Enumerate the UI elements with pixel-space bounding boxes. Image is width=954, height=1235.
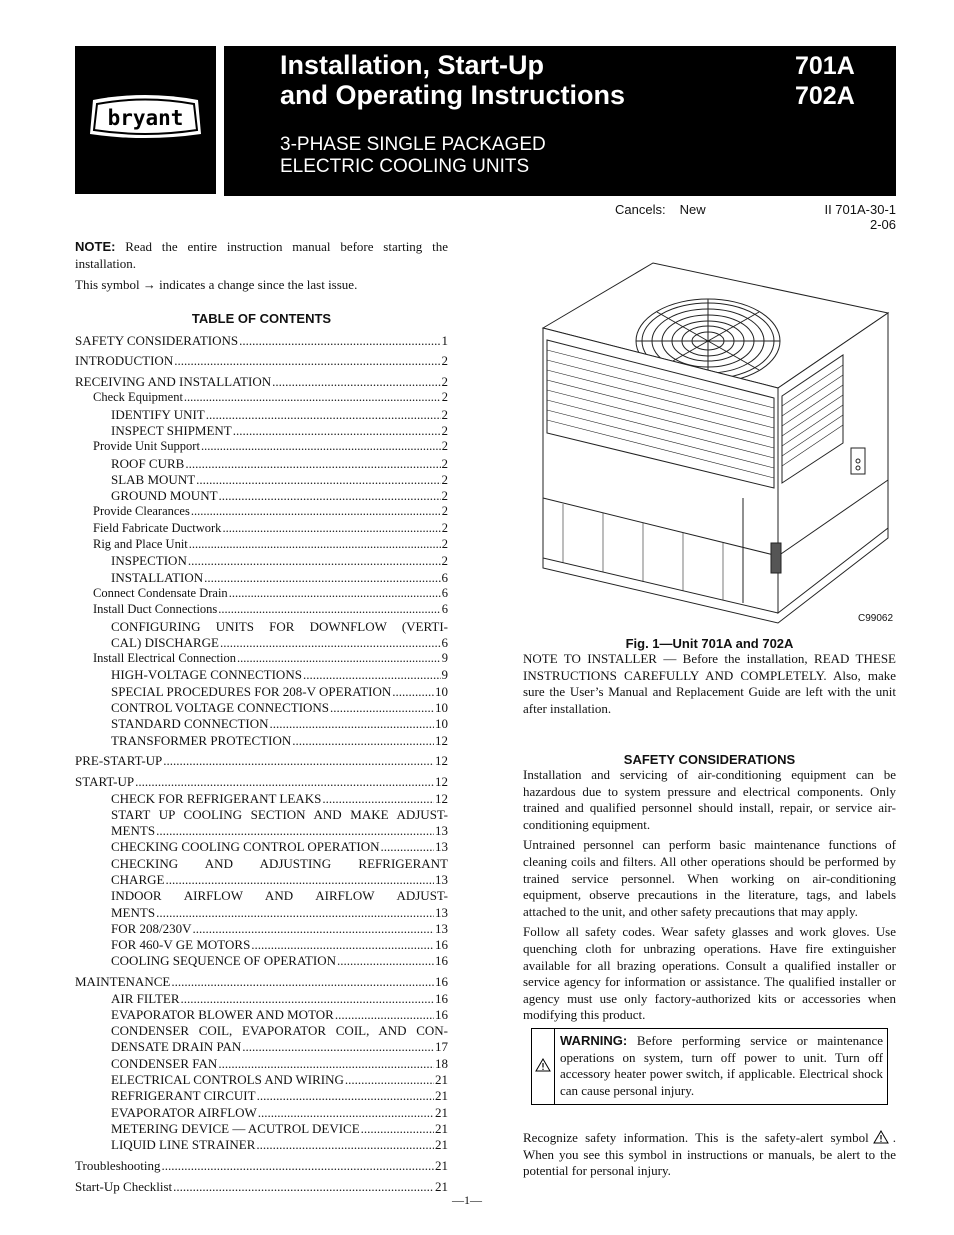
toc-entry <box>75 683 448 699</box>
toc-entry <box>75 838 448 854</box>
toc-entry-page: 6 <box>441 602 448 617</box>
cancels-label: Cancels: <box>615 202 666 217</box>
subtitle-line-2: ELECTRIC COOLING UNITS <box>280 156 530 177</box>
toc-entry-label: METERING DEVICE — ACUTROL DEVICE <box>111 1120 360 1136</box>
toc-entry <box>75 887 448 903</box>
toc-entry-page: 10 <box>435 700 448 716</box>
toc-leader-dots <box>322 790 434 806</box>
toc-entry-page: 21 <box>435 1120 448 1136</box>
toc-leader-dots <box>229 585 441 601</box>
toc-entry <box>75 952 448 968</box>
toc-entry-page: 6 <box>441 585 448 600</box>
toc-title: TABLE OF CONTENTS <box>191 311 332 326</box>
toc-entry-label: Rig and Place Unit <box>93 537 188 552</box>
toc-leader-dots <box>188 552 441 568</box>
toc-entry <box>75 1006 448 1022</box>
toc-entry-page: 16 <box>435 990 448 1006</box>
toc-entry-page: 2 <box>441 439 448 454</box>
toc-entry-page: 16 <box>435 1006 448 1022</box>
safety-title: SAFETY CONSIDERATIONS <box>623 752 796 767</box>
toc-entry-label: CHECKING AND ADJUSTING REFRIGERANT <box>111 855 448 871</box>
toc-entry-label: STANDARD CONNECTION <box>111 716 269 732</box>
toc-entry-label: Provide Clearances <box>93 504 190 519</box>
toc-entry <box>75 1136 448 1152</box>
toc-leader-dots <box>196 471 440 487</box>
toc-entry <box>75 773 448 789</box>
toc-entry-page: 16 <box>435 974 448 990</box>
toc-entry-page: 6 <box>441 634 448 650</box>
toc-entry-page: 12 <box>435 790 448 806</box>
toc-leader-dots <box>201 438 441 454</box>
doc-date: 2-06 <box>869 217 896 232</box>
recognize-safety <box>523 1130 896 1184</box>
toc-entry-label: INSTALLATION <box>111 569 204 585</box>
toc-entry-label: Install Electrical Connection <box>93 651 237 666</box>
toc-entry-label: CHECKING COOLING CONTROL OPERATION <box>111 839 380 855</box>
toc-leader-dots <box>193 920 434 936</box>
toc-entry-label: INDOOR AIRFLOW AND AIRFLOW ADJUST- <box>111 888 448 904</box>
document-subtitle <box>280 134 740 178</box>
toc-entry <box>75 1104 448 1120</box>
toc-leader-dots <box>272 373 440 389</box>
toc-leader-dots <box>237 650 441 666</box>
toc-entry-label: AIR FILTER <box>111 990 180 1006</box>
toc-entry-page: 13 <box>435 872 448 887</box>
toc-entry-page: 13 <box>435 823 448 839</box>
toc-entry <box>75 973 448 989</box>
toc-entry <box>75 1157 448 1173</box>
toc-entry-page: 12 <box>435 732 448 748</box>
toc-leader-dots <box>156 822 434 838</box>
safety-paragraph-1: Installation and servicing of air-conditioning equipment can be hazardous due to system pressure and electrical components. Only trained and qualified personnel should install, repair, or service air-conditioning equipment. <box>523 767 896 832</box>
toc-entry <box>75 552 448 568</box>
warning-triangle-icon <box>535 1058 551 1072</box>
toc-entry <box>75 601 448 617</box>
title-block <box>224 46 747 196</box>
toc-leader-dots <box>165 871 434 887</box>
toc-entry-page: 2 <box>441 406 448 422</box>
toc-entry <box>75 699 448 715</box>
toc-leader-dots <box>219 487 441 503</box>
toc-entry-label: ROOF CURB <box>111 455 185 471</box>
toc-entry-label: PRE-START-UP <box>75 753 163 769</box>
toc-entry-label: DENSATE DRAIN PAN <box>111 1039 242 1055</box>
toc-entry <box>75 990 448 1006</box>
toc-entry-label: START-UP <box>75 774 135 790</box>
toc-entry-page: 2 <box>441 504 448 519</box>
unit-illustration <box>523 258 896 628</box>
toc-entry-page: 21 <box>435 1178 448 1194</box>
toc-entry-page: 2 <box>441 455 448 471</box>
toc-entry-page: 2 <box>441 471 448 487</box>
toc-entry <box>75 422 448 438</box>
toc-entry <box>75 406 448 422</box>
toc-entry <box>75 332 448 348</box>
toc-leader-dots <box>392 683 434 699</box>
document-title <box>280 50 740 110</box>
toc-entry-label: COOLING SEQUENCE OF OPERATION <box>111 953 336 969</box>
toc-entry <box>75 389 448 405</box>
toc-leader-dots <box>161 1157 434 1173</box>
page-number: —1— <box>452 1193 482 1207</box>
cancels-value: New <box>679 202 706 217</box>
toc-entry-page: 13 <box>435 904 448 920</box>
toc-entry <box>75 1022 448 1038</box>
toc-entry <box>75 1038 448 1054</box>
toc-entry-page: 10 <box>435 683 448 699</box>
toc-entry-label: MENTS <box>111 904 156 920</box>
toc-leader-dots <box>330 699 434 715</box>
toc-entry-page: 2 <box>441 422 448 438</box>
toc-entry-label: INSPECT SHIPMENT <box>111 422 232 438</box>
toc-leader-dots <box>163 752 434 768</box>
installer-note-text: NOTE TO INSTALLER — Before the installation, READ THESE INSTRUCTIONS CAREFULLY AND COMPLETELY. Also, make sure the User’s Manual and Replacement Guide are left with the unit after installation. <box>523 651 896 716</box>
toc-leader-dots <box>173 1178 434 1194</box>
safety-paragraph-3: Follow all safety codes. Wear safety glasses and work gloves. Use quenching cloth for unbrazing operations. Have fire extinguisher available for all brazing operations. Consult a qualified installer or service agency for information or assistance. The qualified installer or agency must use only factory-authorized kits or accessories when modifying this product. <box>523 924 896 1023</box>
toc-entry-label: CONDENSER FAN <box>111 1055 218 1071</box>
toc-entry-label: CONFIGURING UNITS FOR DOWNFLOW (VERTI- <box>111 618 448 634</box>
warning-icon-cell <box>532 1029 555 1104</box>
toc-entry-page: 2 <box>441 520 448 535</box>
toc-entry <box>75 904 448 920</box>
toc-leader-dots <box>181 990 435 1006</box>
toc-entry <box>75 752 448 768</box>
toc-entry-page: 2 <box>441 553 448 569</box>
rating-label <box>771 543 781 573</box>
toc-entry-label: INTRODUCTION <box>75 353 174 369</box>
toc-entry-page: 6 <box>441 569 448 585</box>
toc-entry <box>75 438 448 454</box>
recognize-text <box>523 1130 896 1180</box>
note-text: Read the entire instruction manual before starting the installation. <box>75 239 448 271</box>
safety-body <box>523 767 896 1028</box>
toc-leader-dots <box>239 332 440 348</box>
toc-leader-dots <box>218 601 440 617</box>
title-line-1: Installation, Start-Up <box>280 50 545 80</box>
toc-entry-page: 17 <box>435 1039 448 1055</box>
toc-leader-dots <box>257 1087 434 1103</box>
toc-entry-label: CHARGE <box>111 872 165 887</box>
toc-entry-page: 2 <box>441 374 448 390</box>
toc-entry <box>75 715 448 731</box>
toc-entry <box>75 666 448 682</box>
toc-leader-dots <box>258 1104 434 1120</box>
warning-message: Before performing service or maintenance operations on system, turn off power to unit. Turn off accessory heater power switch, if applicable. Electrical shock can cause personal injury. <box>560 1033 883 1098</box>
toc-entry-label: Troubleshooting <box>75 1158 161 1174</box>
toc-entry-page: 9 <box>441 651 448 666</box>
installer-note <box>523 651 896 721</box>
toc-leader-dots <box>184 389 441 405</box>
toc-entry-label: TRANSFORMER PROTECTION <box>111 732 292 748</box>
toc-entry-label: ELECTRICAL CONTROLS AND WIRING <box>111 1072 344 1088</box>
document-number <box>824 202 896 232</box>
toc-entry <box>75 1071 448 1087</box>
toc-entry <box>75 520 448 536</box>
toc-leader-dots <box>174 352 440 368</box>
toc-entry-page: 12 <box>435 774 448 790</box>
toc-entry <box>75 806 448 822</box>
warning-box <box>531 1028 888 1105</box>
toc-leader-dots <box>218 1055 434 1071</box>
toc-entry <box>75 634 448 650</box>
toc-leader-dots <box>233 422 441 438</box>
doc-number: II 701A-30-1 <box>824 202 896 217</box>
logo-text: bryant <box>107 106 184 130</box>
toc-entry-page: 1 <box>441 332 448 348</box>
title-line-2: and Operating Instructions <box>280 80 626 110</box>
model-2: 702A <box>795 82 855 110</box>
toc-entry-page: 13 <box>435 920 448 936</box>
toc-entry-page: 16 <box>435 953 448 969</box>
warning-label: WARNING: <box>560 1033 628 1048</box>
toc-leader-dots <box>220 634 441 650</box>
toc-entry <box>75 618 448 634</box>
toc-leader-dots <box>204 569 440 585</box>
toc-entry-label: CONTROL VOLTAGE CONNECTIONS <box>111 700 330 716</box>
safety-paragraph-2: Untrained personnel can perform basic maintenance functions of cleaning coils and filters. All other operations should be performed by trained service personnel. When working on air-conditioning equipment, observe precautions in the literature, tags, and labels attached to the unit, and other safety precautions that may apply. <box>523 837 896 919</box>
toc-leader-dots <box>345 1071 434 1087</box>
model-block <box>747 46 896 196</box>
toc-entry-label: Field Fabricate Ductwork <box>93 520 222 535</box>
change-symbol-note: This symbol → indicates a change since the last issue. <box>75 277 358 292</box>
toc-entry <box>75 536 448 552</box>
toc-leader-dots <box>135 773 434 789</box>
toc-leader-dots <box>361 1120 434 1136</box>
toc-entry-label: FOR 460-V GE MOTORS <box>111 937 251 953</box>
toc-entry <box>75 790 448 806</box>
safety-alert-icon <box>872 1130 890 1144</box>
toc-leader-dots <box>292 732 434 748</box>
toc-entry <box>75 871 448 887</box>
recognize-text-after: . When you see this symbol in instructions or manuals, be alert to the potential for personal injury. <box>523 1130 896 1179</box>
toc-leader-dots <box>335 1006 434 1022</box>
toc-entry-label: EVAPORATOR AIRFLOW <box>111 1104 257 1120</box>
toc-entry-label: SPECIAL PROCEDURES FOR 208-V OPERATION <box>111 683 392 699</box>
toc-entry-label: EVAPORATOR BLOWER AND MOTOR <box>111 1006 334 1022</box>
toc-leader-dots <box>303 666 441 682</box>
toc-entry <box>75 1087 448 1103</box>
toc-entry-label: MENTS <box>111 823 156 839</box>
toc-entry <box>75 569 448 585</box>
toc-entry-label: GROUND MOUNT <box>111 488 218 504</box>
toc-entry-page: 21 <box>435 1137 448 1153</box>
logo-block <box>75 46 216 194</box>
toc-entry-label: CONDENSER COIL, EVAPORATOR COIL, AND CON- <box>111 1023 448 1039</box>
toc-entry <box>75 585 448 601</box>
toc-entry-label: MAINTENANCE <box>75 974 171 990</box>
toc-entry-page: 21 <box>435 1158 448 1174</box>
toc-entry-page: 2 <box>441 390 448 405</box>
bryant-logo <box>83 92 208 142</box>
toc-entry <box>75 732 448 748</box>
toc-entry-label: REFRIGERANT CIRCUIT <box>111 1088 256 1104</box>
toc-entry <box>75 650 448 666</box>
toc-entry-label: SLAB MOUNT <box>111 471 196 487</box>
toc-leader-dots <box>270 715 435 731</box>
toc-entry-label: Connect Condensate Drain <box>93 585 228 600</box>
toc-entry-label: LIQUID LINE STRAINER <box>111 1137 256 1153</box>
toc-leader-dots <box>337 952 434 968</box>
toc-entry-page: 10 <box>435 716 448 732</box>
toc-leader-dots <box>256 1136 434 1152</box>
toc-entry-label: Start-Up Checklist <box>75 1178 173 1194</box>
toc-entry-label: CAL) DISCHARGE <box>111 634 219 650</box>
intro-note <box>75 238 448 272</box>
toc-entry <box>75 1055 448 1071</box>
toc-entry <box>75 822 448 838</box>
model-numbers <box>795 51 855 111</box>
toc-entry-label: CHECK FOR REFRIGERANT LEAKS <box>111 790 322 806</box>
table-of-contents <box>75 332 448 1195</box>
toc-entry-page: 12 <box>435 753 448 769</box>
toc-entry-page: 21 <box>435 1088 448 1104</box>
toc-entry <box>75 1178 448 1194</box>
toc-leader-dots <box>206 406 441 422</box>
toc-leader-dots <box>171 973 434 989</box>
model-1: 701A <box>795 52 855 80</box>
toc-leader-dots <box>222 520 440 536</box>
toc-leader-dots <box>242 1038 434 1054</box>
subtitle-line-1: 3-PHASE SINGLE PACKAGED <box>280 134 546 155</box>
toc-entry <box>75 487 448 503</box>
toc-entry-label: HIGH-VOLTAGE CONNECTIONS <box>111 667 302 683</box>
toc-entry-page: 2 <box>441 353 448 369</box>
toc-leader-dots <box>381 838 434 854</box>
toc-leader-dots <box>185 455 440 471</box>
figure-caption: Fig. 1—Unit 701A and 702A <box>625 636 794 651</box>
toc-entry <box>75 920 448 936</box>
toc-entry <box>75 352 448 368</box>
toc-leader-dots <box>156 904 434 920</box>
toc-entry-label: Install Duct Connections <box>93 602 218 617</box>
toc-entry <box>75 455 448 471</box>
toc-entry-page: 18 <box>435 1055 448 1071</box>
toc-entry-label: RECEIVING AND INSTALLATION <box>75 374 272 390</box>
toc-entry <box>75 855 448 871</box>
toc-entry-page: 16 <box>435 937 448 953</box>
toc-entry-label: IDENTIFY UNIT <box>111 406 205 422</box>
toc-entry <box>75 503 448 519</box>
toc-leader-dots <box>191 503 441 519</box>
toc-leader-dots <box>251 936 434 952</box>
cancels-info <box>615 202 720 217</box>
toc-entry-label: Provide Unit Support <box>93 439 200 454</box>
toc-entry <box>75 1120 448 1136</box>
toc-entry <box>75 936 448 952</box>
toc-entry-label: Check Equipment <box>93 390 183 405</box>
toc-entry-label: SAFETY CONSIDERATIONS <box>75 332 239 348</box>
left-column <box>75 238 448 1194</box>
toc-entry <box>75 471 448 487</box>
toc-entry-label: INSPECTION <box>111 553 187 569</box>
toc-entry-page: 2 <box>441 488 448 504</box>
toc-entry-page: 21 <box>435 1072 448 1088</box>
toc-entry-page: 9 <box>441 667 448 683</box>
toc-entry <box>75 373 448 389</box>
note-label: NOTE: <box>75 239 116 254</box>
toc-leader-dots <box>189 536 441 552</box>
toc-entry-label: START UP COOLING SECTION AND MAKE ADJUST- <box>111 806 448 822</box>
figure-code: C99062 <box>858 613 894 624</box>
toc-entry-page: 13 <box>435 839 448 855</box>
toc-entry-page: 2 <box>441 537 448 552</box>
toc-entry-page: 21 <box>435 1104 448 1120</box>
toc-entry-label: FOR 208/230V <box>111 920 192 936</box>
warning-text <box>560 1033 883 1099</box>
recognize-text-before: Recognize safety information. This is the safety-alert symbol <box>523 1130 869 1145</box>
